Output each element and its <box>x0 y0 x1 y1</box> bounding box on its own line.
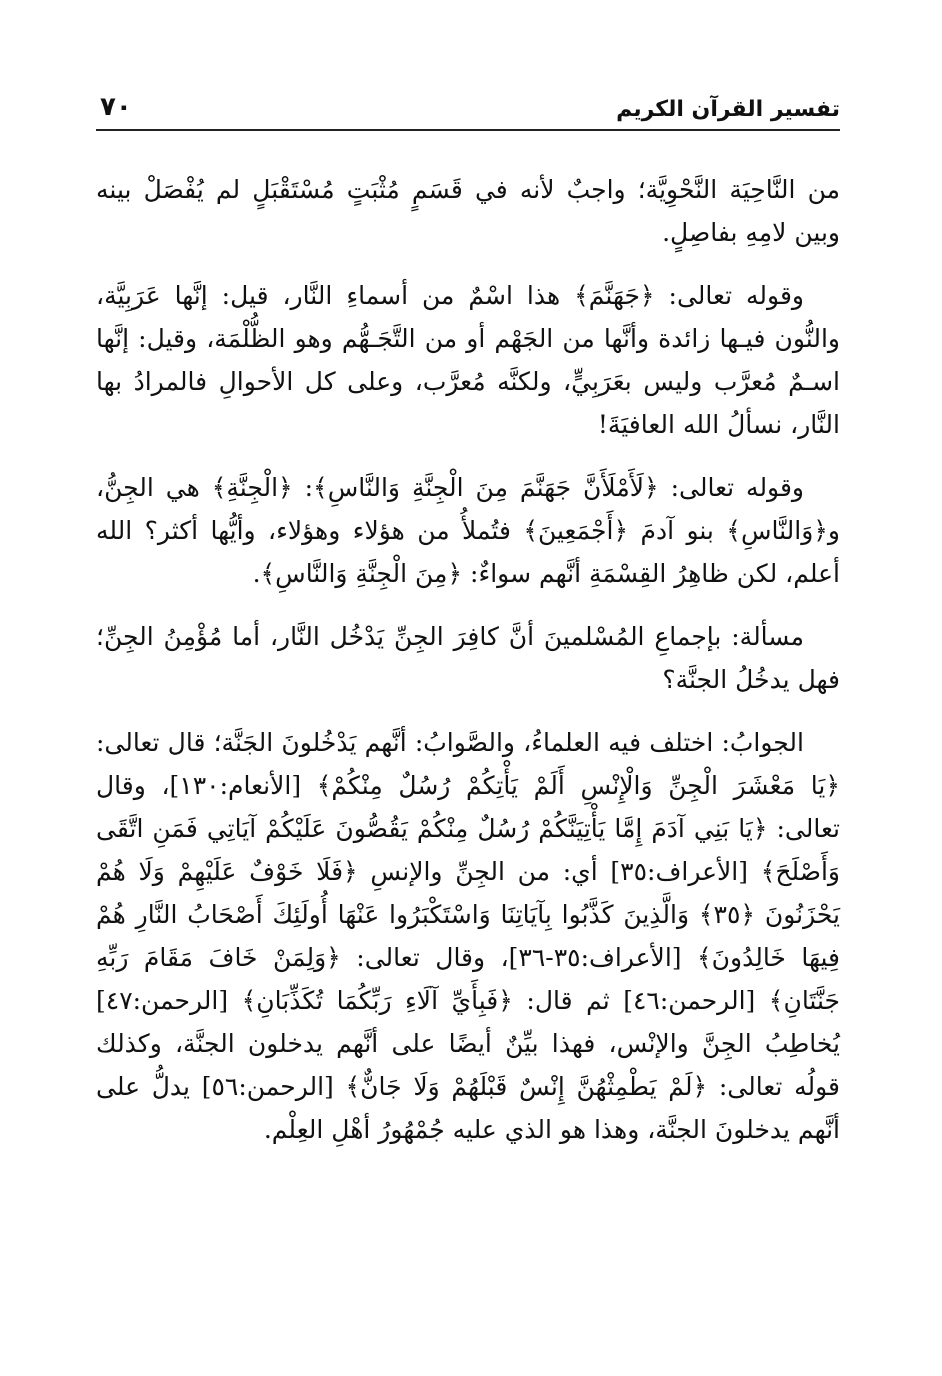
running-title: تفسير القرآن الكريم <box>616 97 840 122</box>
page-number: ٧٠ <box>100 92 132 122</box>
paragraph-jahannam: وقوله تعالى: ﴿جَهَنَّمَ﴾ هذا اسْمٌ من أسماءِ النَّار، قيل: إنَّها عَرَبِيَّة، والنُّون فيـها زائدة وأنَّها من الجَهْم أو من التَّجَـهُّم وهو الظُّلْمَة، وقيل: إنَّها اسـمٌ مُعرَّب وليس بعَرَبِيٍّ، ولكنَّه مُعرَّب، وعلى كل الأحوالِ فالمرادُ بها النَّار، نسألُ الله العافيَةَ! <box>96 281 840 439</box>
paragraph-jinnah-and-people: وقوله تعالى: ﴿لَأَمْلَأَنَّ جَهَنَّمَ مِنَ الْجِنَّةِ وَالنَّاسِ﴾: ﴿الْجِنَّةِ﴾ هي الجِنُّ، و﴿وَالنَّاسِ﴾ بنو آدمَ ﴿أَجْمَعِينَ﴾ فتُملأُ من هؤلاء وهؤلاء، وأيُّها أكثر؟ الله أعلم، لكن ظاهِرُ القِسْمَةِ أنَّهم سواءٌ: ﴿مِنَ الْجِنَّةِ وَالنَّاسِ﴾. <box>96 473 840 588</box>
paragraph-question: مسألة: بإجماعِ المُسْلمينَ أنَّ كافِرَ الجِنِّ يَدْخُل النَّار، أما مُؤْمِنُ الجِنِّ؛ فهل يدخُلُ الجنَّة؟ <box>96 622 840 694</box>
header-divider <box>96 129 840 131</box>
paragraph-answer: الجوابُ: اختلف فيه العلماءُ، والصَّوابُ: أنَّهم يَدْخُلونَ الجَنَّة؛ قال تعالى: ﴿يَا مَعْشَرَ الْجِنِّ وَالْإِنْسِ أَلَمْ يَأْتِكُمْ رُسُلٌ مِنْكُمْ﴾ [الأنعام:١٣٠]، وقال تعالى: ﴿يَا بَنِي آدَمَ إِمَّا يَأْتِيَنَّكُمْ رُسُلٌ مِنْكُمْ يَقُصُّونَ عَلَيْكُمْ آيَاتِي فَمَنِ اتَّقَى وَأَصْلَحَ﴾ [الأعراف:٣٥] أي: من الجِنِّ والإنسِ ﴿فَلَا خَوْفٌ عَلَيْهِمْ وَلَا هُمْ يَحْزَنُونَ ﴿٣٥﴾ وَالَّذِينَ كَذَّبُوا بِآيَاتِنَا وَاسْتَكْبَرُوا عَنْهَا أُولَئِكَ أَصْحَابُ النَّارِ هُمْ فِيهَا خَالِدُونَ﴾ [الأعراف:٣٥-٣٦]، وقال تعالى: ﴿وَلِمَنْ خَافَ مَقَامَ رَبِّهِ جَنَّتَانِ﴾ [الرحمن:٤٦] ثم قال: ﴿فَبِأَيِّ آلَاءِ رَبِّكُمَا تُكَذِّبَانِ﴾ [الرحمن:٤٧] يُخاطِبُ الجِنَّ والإنْس، فهذا بيِّنٌ أيضًا على أنَّهم يدخلون الجنَّة، وكذلك قولُه تعالى: ﴿لَمْ يَطْمِثْهُنَّ إِنْسٌ قَبْلَهُمْ وَلَا جَانٌّ﴾ [الرحمن:٥٦] يدلُّ على أنَّهم يدخلونَ الجنَّة، وهذا هو الذي عليه جُمْهُورُ أهْلِ العِلْم. <box>96 728 841 1144</box>
page-body <box>96 168 840 1171</box>
page-header <box>96 92 840 130</box>
paragraph-continuation: من النَّاحِيَة النَّحْوِيَّة؛ واجبٌ لأنه في قَسَمٍ مُثْبَتٍ مُسْتَقْبَلٍ لم يُفْصَلْ بينه وبين لامِهِ بفاصِلٍ. <box>96 175 840 247</box>
